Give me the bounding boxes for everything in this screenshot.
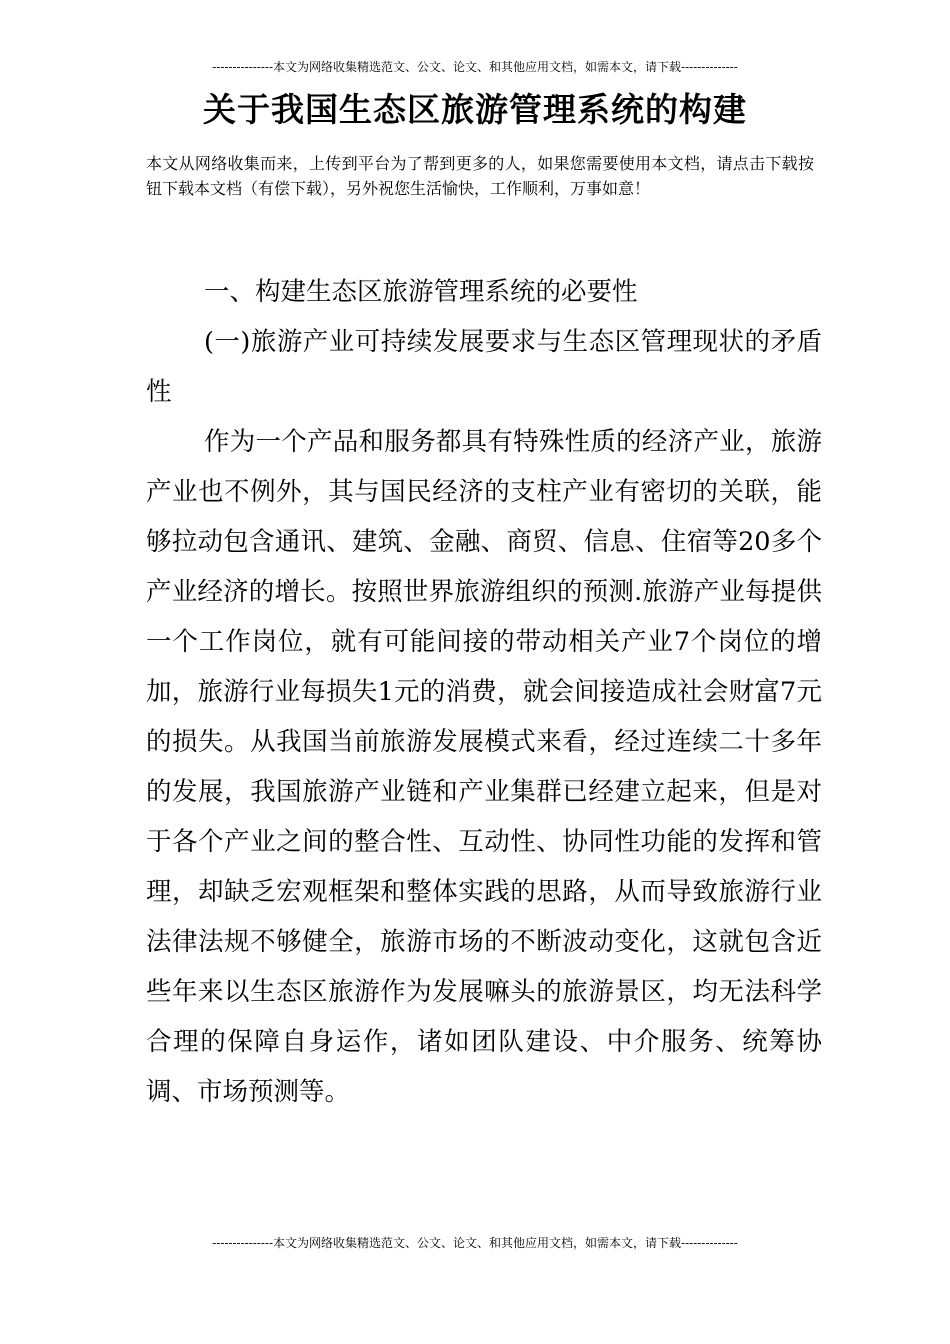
body-paragraph: 作为一个产品和服务都具有特殊性质的经济产业，旅游产业也不例外，其与国民经济的支柱产业有密切的关联，能够拉动包含通讯、建筑、金融、商贸、信息、住宿等20多个产业经济的增长。按照世界旅游组织的预测.旅游产业每提供一个工作岗位，就有可能间接的带动相关产业7个岗位的增加，旅游行业每损失1元的消费，就会间接造成社会财富7元的损失。从我国当前旅游发展模式来看，经过连续二十多年的发展，我国旅游产业链和产业集群已经建立起来，但是对于各个产业之间的整合性、互动性、协同性功能的发挥和管理，却缺乏宏观框架和整体实践的思路，从而导致旅游行业法律法规不够健全，旅游市场的不断波动变化，这就包含近些年来以生态区旅游作为发展嘛头的旅游景区，均无法科学合理的保障自身运作，诸如团队建设、中介服务、统筹协调、市场预测等。 [146, 427, 822, 1107]
intro-note: 本文从网络收集而来，上传到平台为了帮到更多的人，如果您需要使用本文档，请点击下载按钮下载本文档（有偿下载），另外祝您生活愉快，工作顺利，万事如意！ [146, 154, 814, 198]
document-body [146, 267, 822, 1117]
footer-note: ---------------本文为网络收集精选范文、公文、论文、和其他应用文档，如需本文，请下载-------------- [212, 1236, 738, 1250]
section-heading: 一、构建生态区旅游管理系统的必要性 [204, 277, 638, 307]
subsection-heading: (一)旅游产业可持续发展要求与生态区管理现状的矛盾性 [146, 327, 822, 407]
header-note: ---------------本文为网络收集精选范文、公文、论文、和其他应用文档，如需本文，请下载-------------- [212, 60, 738, 74]
document-title: 关于我国生态区旅游管理系统的构建 [203, 90, 747, 129]
